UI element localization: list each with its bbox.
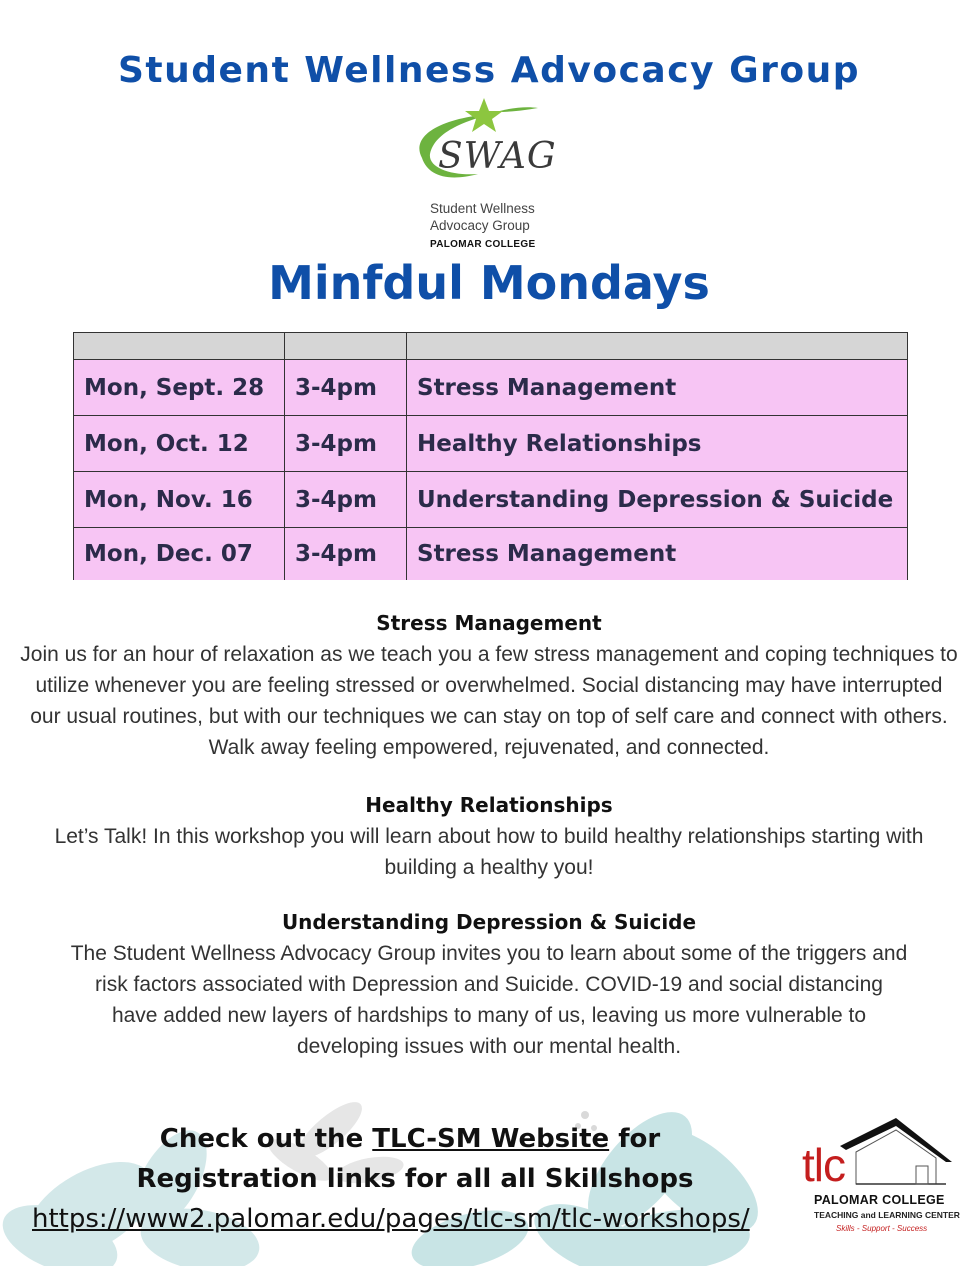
schedule-row	[74, 360, 908, 416]
workshop-description-stress	[20, 608, 958, 763]
cta-prefix: Check out the	[159, 1124, 373, 1154]
schedule-time: 3-4pm	[285, 360, 407, 416]
schedule-date: Mon, Dec. 07	[74, 528, 285, 581]
tlc-sm-website-link[interactable]: TLC-SM Website	[372, 1124, 610, 1154]
schedule-row	[74, 416, 908, 472]
schedule-date: Mon, Nov. 16	[74, 472, 285, 528]
schedule-time: 3-4pm	[285, 416, 407, 472]
workshop-heading: Understanding Depression & Suicide	[281, 910, 697, 934]
schedule-date: Mon, Oct. 12	[74, 416, 285, 472]
workshop-description-relationships	[20, 790, 958, 883]
workshop-body: Let’s Talk! In this workshop you will learn about how to build healthy relationships starting with building a healthy you!	[54, 825, 924, 879]
tlc-center-name: TEACHING and LEARNING CENTER	[814, 1210, 960, 1220]
workshop-heading: Healthy Relationships	[365, 793, 613, 817]
schedule-header-cell	[285, 333, 407, 360]
tlc-tagline: Skills - Support - Success	[836, 1224, 928, 1233]
workshop-description-depression	[20, 907, 958, 1062]
schedule-topic: Stress Management	[407, 360, 908, 416]
schedule-header-cell	[407, 333, 908, 360]
schedule-time: 3-4pm	[285, 528, 407, 581]
tlc-logo	[796, 1118, 958, 1240]
schedule-header-row	[74, 333, 908, 360]
schedule-topic: Understanding Depression & Suicide	[407, 472, 908, 528]
schedule-row	[74, 472, 908, 528]
event-title: Minfdul Mondays	[268, 256, 710, 310]
swag-wordmark: SWAG	[438, 136, 557, 177]
swag-subtitle-line2: Advocacy Group	[430, 218, 530, 233]
schedule-table	[73, 332, 908, 580]
cta-line2: Registration links for all all Skillshops	[136, 1164, 694, 1194]
schedule-topic: Stress Management	[407, 528, 908, 581]
schedule-row	[74, 528, 908, 581]
cta-line1	[0, 1124, 820, 1154]
swag-college-name: PALOMAR COLLEGE	[430, 239, 536, 250]
page-header-title: Student Wellness Advocacy Group	[117, 50, 860, 91]
swag-logo	[400, 96, 580, 256]
schedule-time: 3-4pm	[285, 472, 407, 528]
cta-suffix: for	[609, 1124, 661, 1154]
tlc-letters: tlc	[802, 1139, 845, 1191]
schedule-date: Mon, Sept. 28	[74, 360, 285, 416]
tlc-college-name: PALOMAR COLLEGE	[814, 1193, 945, 1207]
workshop-heading: Stress Management	[376, 611, 602, 635]
workshops-url-link[interactable]: https://www2.palomar.edu/pages/tlc-sm/tlc-workshops/	[32, 1204, 750, 1234]
schedule-topic: Healthy Relationships	[407, 416, 908, 472]
swag-subtitle-line1: Student Wellness	[430, 201, 535, 216]
workshop-body: The Student Wellness Advocacy Group invites you to learn about some of the triggers and risk factors associated with Depression and Suicide. COVID-19 and social distancing have added new layers of hardships to many of us, leaving us more vulnerable to developing issues with our mental health.	[70, 942, 908, 1058]
workshop-body: Join us for an hour of relaxation as we teach you a few stress management and coping techniques to utilize whenever you are feeling stressed or overwhelmed. Social distancing may have interrupted our usual routines, but with our techniques we can stay on top of self care and connect with others. Walk away feeling empowered, rejuvenated, and connected.	[20, 643, 958, 759]
schedule-header-cell	[74, 333, 285, 360]
